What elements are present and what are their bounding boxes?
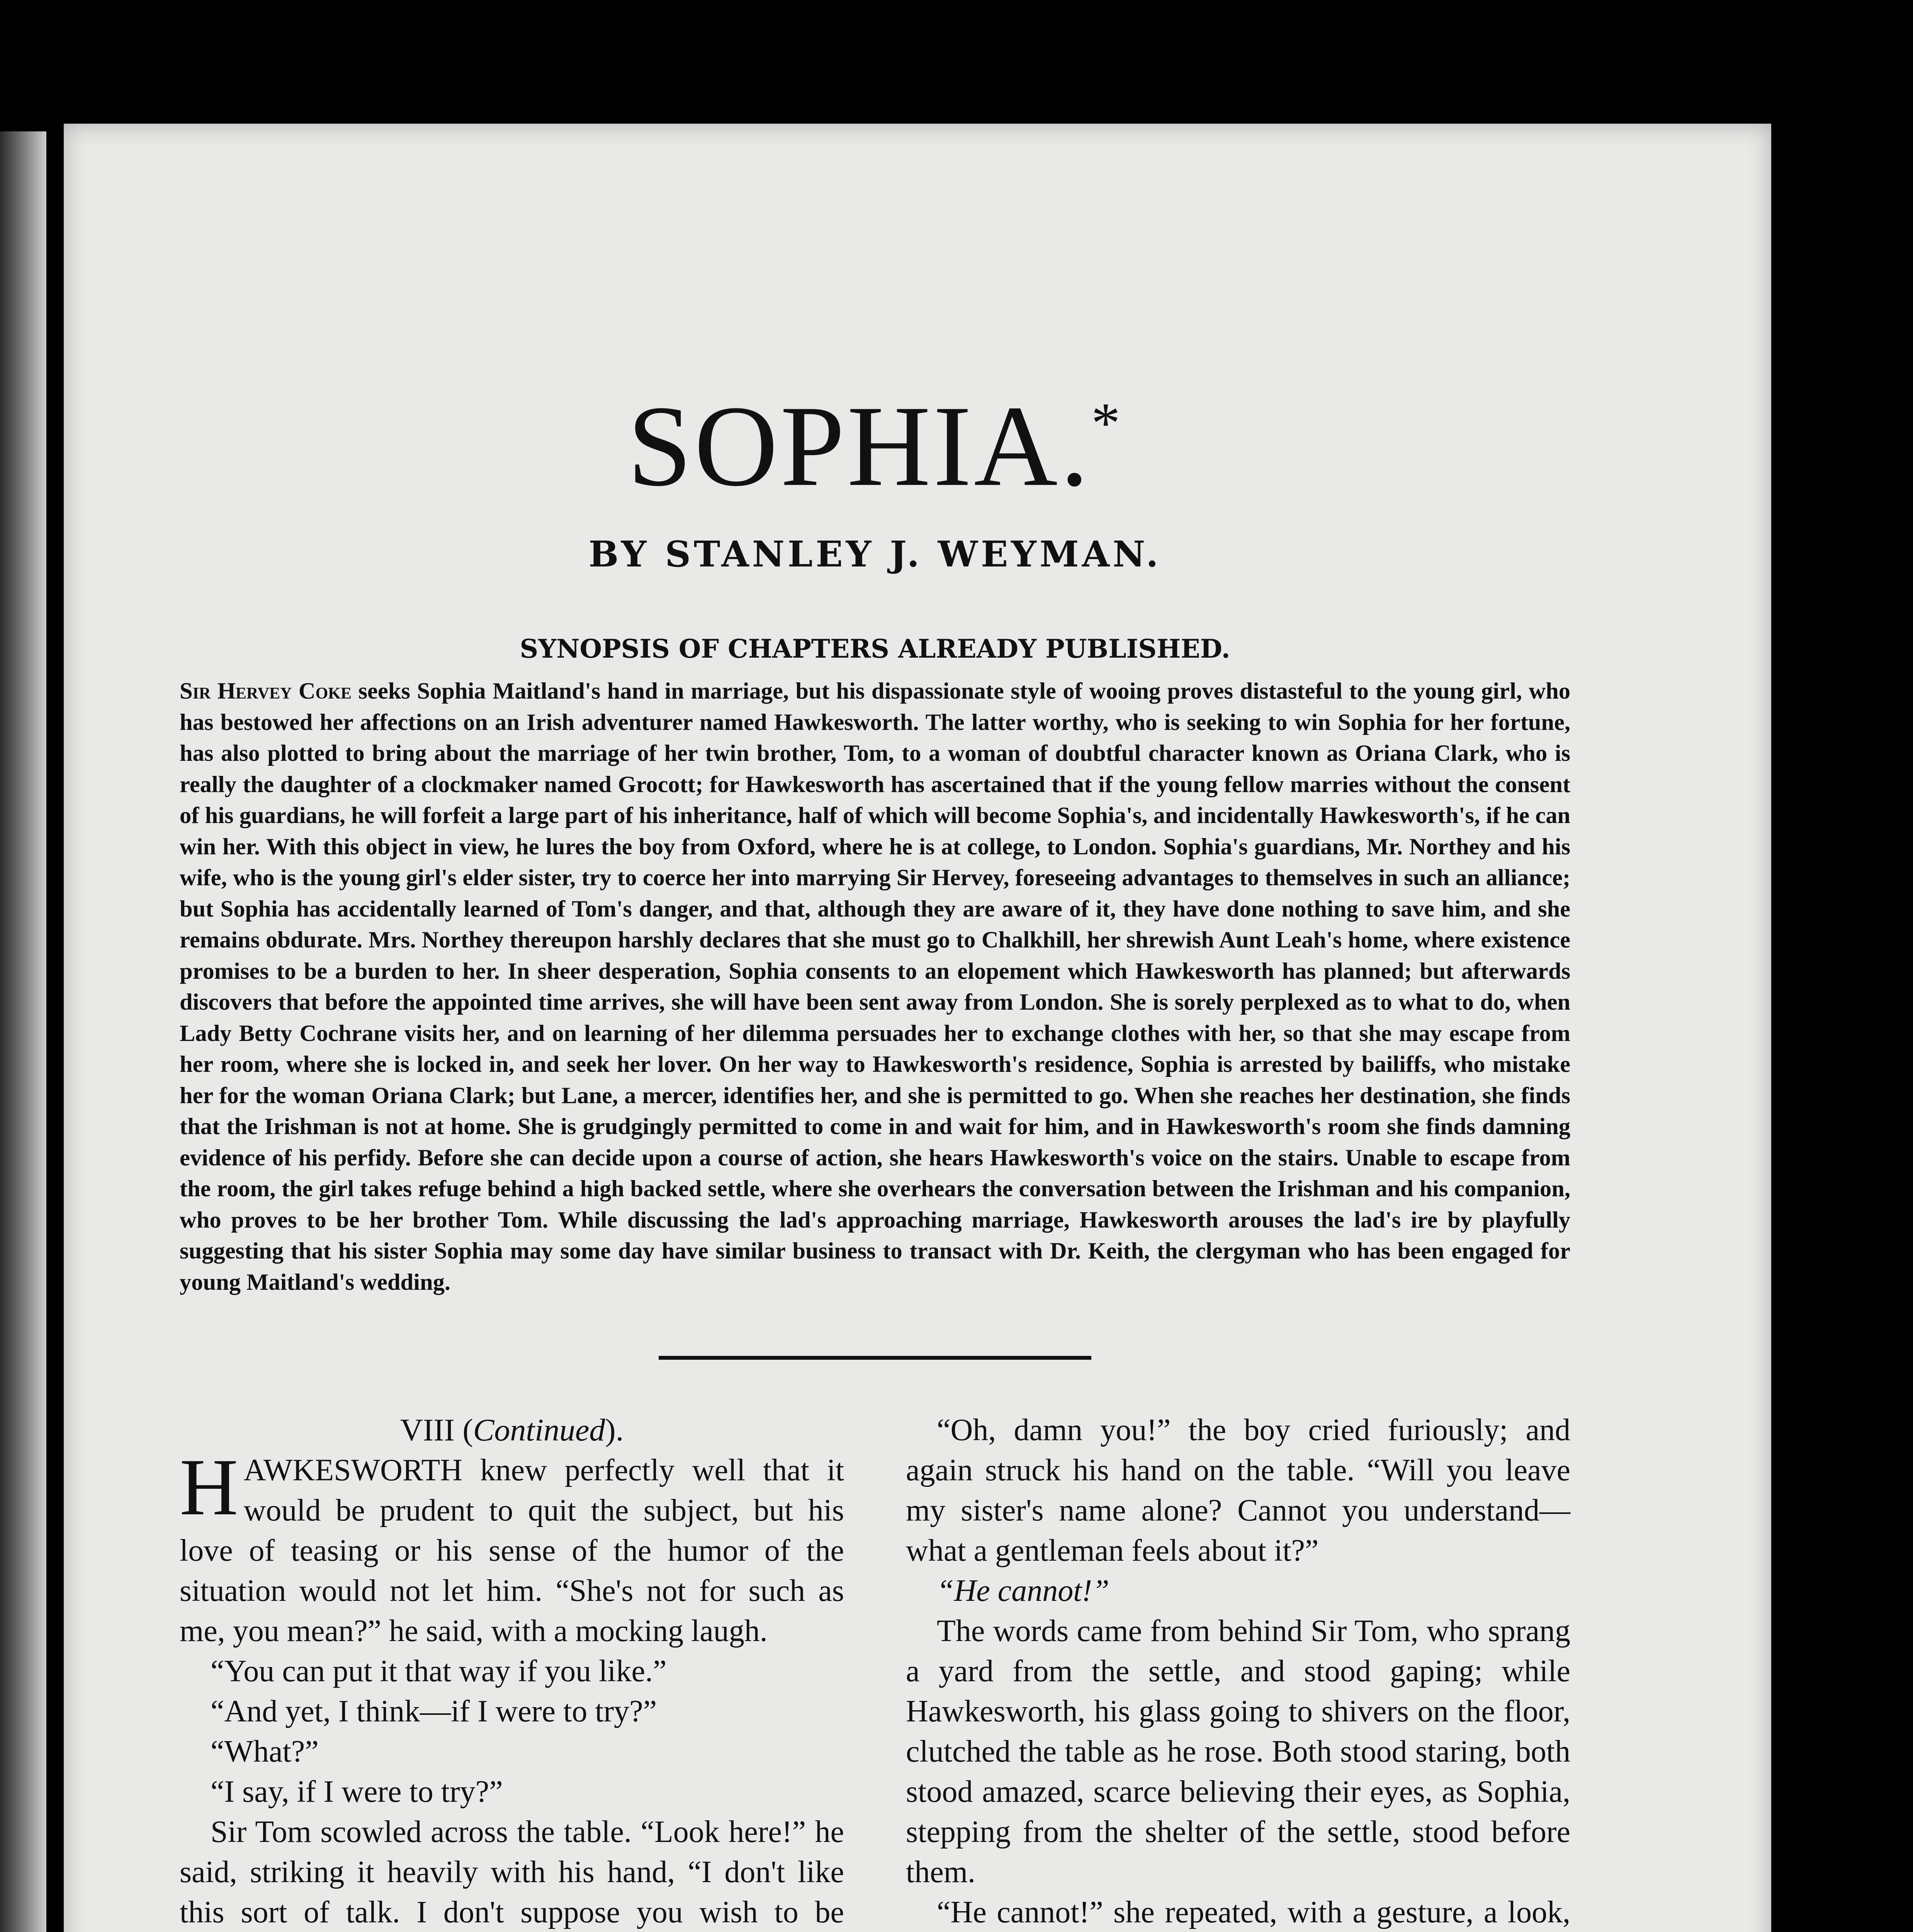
paragraph-3: “And yet, I think—if I were to try?”	[211, 1694, 657, 1728]
chapter-continued: Continued	[473, 1412, 605, 1447]
paragraph-6: Sir Tom scowled across the table. “Look here!” he said, striking it heavily with his hand, “I don't like this sort of talk. I don't suppose you wish to be	[180, 1815, 844, 1929]
chapter-heading	[180, 1410, 844, 1450]
paragraph-8: “Oh, damn you!” the boy cried furiously; and again struck his hand on the table. “Will you leave my sister's name alone? Cannot you understand—what a gentleman feels about it?”	[906, 1413, 1570, 1568]
chapter-heading-end: ).	[605, 1412, 624, 1447]
synopsis-heading: SYNOPSIS OF CHAPTERS ALREADY PUBLISHED.	[520, 634, 1230, 664]
paragraph-1-text: AWKESWORTH knew perfectly well that it would be prudent to quit the subject, but his love of teasing or his sense of the humor of the situation would not let him. “She's not for such as me, you mean?” he said, with a mocking laugh.	[180, 1453, 844, 1648]
chapter-number: VIII (	[400, 1412, 473, 1447]
story-columns	[180, 1410, 1570, 1932]
synopsis-body: seeks Sophia Maitland's hand in marriage, but his dispassionate style of wooing proves distasteful to the young girl, who has bestowed her affections on an Irish adventurer named Hawkesworth. The latter worthy, who is seeking to win Sophia for her fortune, has also plotted to bring about the marriage of her twin brother, Tom, to a woman of doubtful character known as Oriana Clark, who is really the daughter of a clockmaker named Grocott; for Hawkesworth has ascertained that if the young fellow marries without the consent of his guardians, he will forfeit a large part of his inheritance, half of which will become Sophia's, and incidentally Hawkesworth's, if he can win her. With this object in view, he lures the boy from Oxford, where he is at college, to London. Sophia's guardians, Mr. Northey and his wife, who is the young girl's elder sister, try to coerce her into marrying Sir Hervey, foreseeing advantages to themselves in such an alliance; but Sophia has accidentally learned of Tom's danger, and that, although they are aware of it, they have done nothing to save him, and she remains obdurate. Mrs. Northey thereupon harshly declares that she must go to Chalkhill, her shrewish Aunt Leah's home, where existence promises to be a burden to her. In sheer desperation, Sophia consents to an elopement which Hawkesworth has planned; but afterwards discovers that before the appointed time arrives, she will have been sent away from London. She is sorely perplexed as to what to do, when Lady Betty Cochrane visits her, and on learning of her dilemma persuades her to exchange clothes with her, so that she may escape from her room, where she is locked in, and seek her lover. On her way to Hawkesworth's residence, Sophia is arrested by bailiffs, who mistake her for the woman Oriana Clark; but Lane, a mercer, identifies her, and she is permitted to go. When she reaches her destination, she finds that the Irishman is not at home. She is grudgingly permitted to come in and wait for him, and in Hawkesworth's room she finds damning evidence of his perfidy. Before she can decide upon a course of action, she hears Hawkesworth's voice on the stairs. Unable to escape from the room, the girl takes refuge behind a high backed settle, where she overhears the conversation between the Irishman and his companion, who proves to be her brother Tom. While discussing the lad's approaching marriage, Hawkesworth arouses the lad's ire by playfully suggesting that his sister Sophia may some day have similar business to transact with Dr. Keith, the clergyman who has been engaged for young Maitland's wedding.	[180, 678, 1570, 1295]
title-text: SOPHIA.	[627, 382, 1091, 510]
paragraph-5: “I say, if I were to try?”	[211, 1775, 503, 1809]
title-footnote-mark: *	[1091, 391, 1123, 455]
paragraph-9: “He cannot!”	[937, 1574, 1109, 1608]
page-content	[180, 359, 1570, 1932]
magazine-page	[64, 124, 1771, 1932]
right-column	[906, 1410, 1570, 1932]
byline: BY STANLEY J. WEYMAN.	[588, 533, 1162, 575]
story-title	[180, 359, 1570, 510]
paragraph-11: “He cannot!” she repeated, with a gesture, a look,	[937, 1895, 1570, 1929]
drop-cap: H	[180, 1442, 238, 1532]
paragraph-10: The words came from behind Sir Tom, who sprang a yard from the settle, and stood gaping; while Hawkesworth, his glass going to shivers on the floor, clutched the table as he rose. Both stood staring, both stood amazed, scarce believing their eyes, as Sophia, stepping from the shelter of the settle, stood before them.	[906, 1614, 1570, 1889]
paragraph-2: “You can put it that way if you like.”	[211, 1654, 667, 1688]
paragraph-4: “What?”	[211, 1735, 319, 1769]
paragraph-1	[180, 1442, 844, 1651]
synopsis-paragraph	[180, 676, 1570, 1298]
synopsis-lead: Sir Hervey Coke	[180, 678, 352, 704]
left-column	[180, 1410, 844, 1932]
adjacent-page-edge	[0, 131, 46, 1932]
section-divider	[659, 1356, 1091, 1360]
